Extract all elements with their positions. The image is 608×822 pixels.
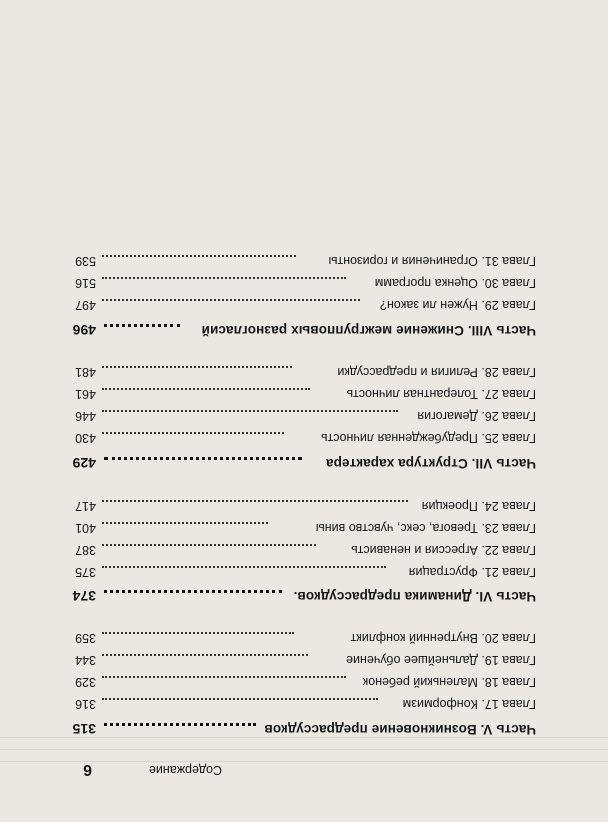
toc-page-number: 430	[75, 431, 96, 445]
toc-chapter-30[interactable]	[0, 272, 608, 294]
toc-chapter-title: Глава 20. Внутренний конфликт	[350, 631, 536, 645]
toc-chapter-25[interactable]	[0, 427, 608, 449]
toc-chapter-18[interactable]	[0, 671, 608, 693]
toc-chapter-title: Глава 21. Фрустрация	[408, 565, 536, 579]
toc-page-number: 315	[72, 721, 96, 737]
toc-chapter-20[interactable]	[0, 627, 608, 649]
dot-leader	[102, 698, 378, 700]
dot-leader	[102, 632, 294, 634]
toc-page-number: 481	[75, 365, 96, 379]
toc-part-title: Часть V. Возникновение предрассудков	[264, 722, 536, 737]
toc-chapter-title: Глава 27. Толерантная личность	[346, 387, 536, 401]
toc-chapter-23[interactable]	[0, 517, 608, 539]
toc-part-6[interactable]	[0, 585, 608, 607]
toc-page-number: 359	[75, 631, 96, 645]
toc-chapter-title: Глава 29. Нужен ли закон?	[379, 298, 536, 312]
toc-page-number: 417	[75, 499, 96, 513]
toc-chapter-title: Глава 25. Предубежденная личность	[321, 431, 536, 445]
toc-chapter-title: Глава 30. Оценка программ	[374, 276, 536, 290]
toc-chapter-21[interactable]	[0, 561, 608, 583]
toc-page-number: 401	[75, 521, 96, 535]
toc-page-number: 374	[72, 588, 96, 604]
toc-page-number: 344	[75, 653, 96, 667]
toc-part-8[interactable]	[0, 319, 608, 341]
toc-chapter-19[interactable]	[0, 649, 608, 671]
toc-chapter-29[interactable]	[0, 294, 608, 316]
toc-page-number: 316	[75, 697, 96, 711]
dot-leader	[104, 723, 256, 726]
dot-leader	[104, 324, 180, 327]
toc-chapter-24[interactable]	[0, 495, 608, 517]
toc-page-number: 387	[75, 543, 96, 557]
dot-leader	[104, 590, 282, 593]
toc-chapter-title: Глава 24. Проекция	[421, 499, 536, 513]
dot-leader	[102, 522, 268, 524]
toc-chapter-27[interactable]	[0, 383, 608, 405]
toc-part-title: Часть VI. Динамика предрассудков.	[293, 589, 536, 604]
toc-chapter-title: Глава 18. Маленький ребенок	[362, 675, 536, 689]
toc-page-number: 329	[75, 675, 96, 689]
dot-leader	[102, 277, 346, 279]
toc-chapter-22[interactable]	[0, 539, 608, 561]
toc-part-title: Часть VIII. Снижение межгрупповых разногласий	[201, 323, 536, 338]
toc-part-title: Часть VII. Структура характера	[325, 456, 536, 471]
toc-page-number: 516	[75, 276, 96, 290]
toc-chapter-28[interactable]	[0, 361, 608, 383]
dot-leader	[102, 676, 346, 678]
toc-page-number: 496	[72, 322, 96, 338]
running-head: Содержание	[148, 763, 222, 777]
toc-page-number: 375	[75, 565, 96, 579]
dot-leader	[102, 432, 284, 434]
dot-leader	[102, 410, 398, 412]
toc-chapter-title: Глава 23. Тревога, секс, чувство вины	[315, 521, 536, 535]
dot-leader	[102, 566, 386, 568]
page-number: 6	[83, 761, 92, 778]
toc-part-7[interactable]	[0, 452, 608, 474]
toc-chapter-title: Глава 26. Демагогия	[417, 409, 536, 423]
toc-page-number: 497	[75, 298, 96, 312]
toc-chapter-17[interactable]	[0, 693, 608, 715]
dot-leader	[102, 388, 310, 390]
toc-chapter-26[interactable]	[0, 405, 608, 427]
toc-page-number: 429	[72, 455, 96, 471]
toc-page-number: 539	[75, 254, 96, 268]
toc-chapter-31[interactable]	[0, 250, 608, 272]
dot-leader	[104, 457, 302, 460]
dot-leader	[102, 255, 296, 257]
toc-page-number: 461	[75, 387, 96, 401]
toc-chapter-title: Глава 22. Агрессия и ненависть	[351, 543, 536, 557]
toc-chapter-title: Глава 31. Ограничения и горизонты	[328, 254, 536, 268]
toc-page-number: 446	[75, 409, 96, 423]
dot-leader	[102, 500, 408, 502]
dot-leader	[102, 299, 360, 301]
toc-chapter-title: Глава 19. Дальнейшее обучение	[346, 653, 536, 667]
dot-leader	[102, 544, 316, 546]
toc-chapter-title: Глава 28. Религия и предрассудки	[337, 365, 536, 379]
dot-leader	[102, 366, 292, 368]
toc-part-5[interactable]	[0, 718, 608, 740]
toc-chapter-title: Глава 17. Конформизм	[402, 697, 536, 711]
dot-leader	[102, 654, 308, 656]
